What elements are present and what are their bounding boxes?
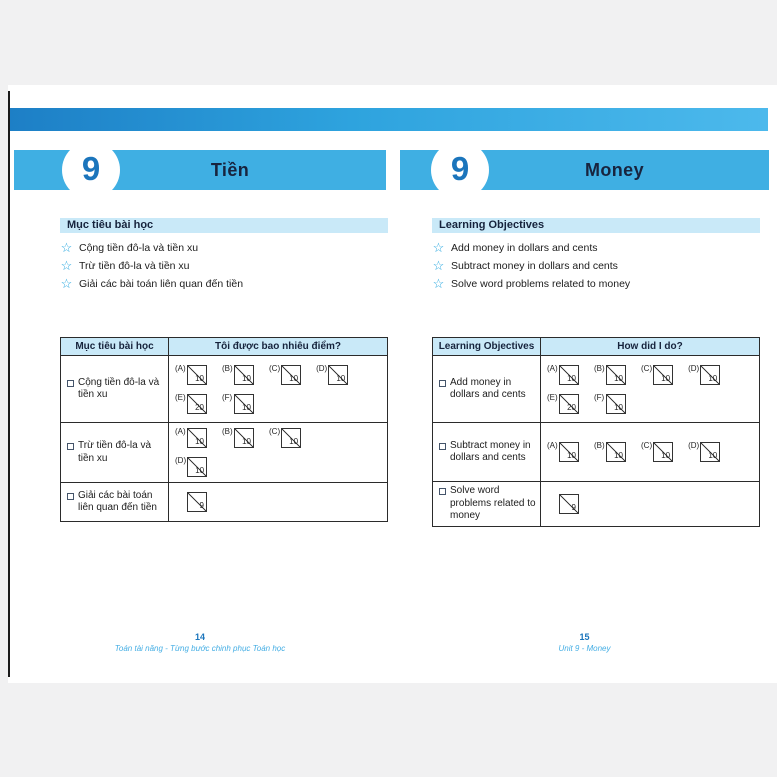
score-max-value: 10 xyxy=(567,373,576,383)
objective-text: Subtract money in dollars and cents xyxy=(451,259,618,272)
score-fraction-box xyxy=(234,428,254,448)
score-box xyxy=(547,494,579,514)
score-max-value: 10 xyxy=(708,451,718,460)
page-content xyxy=(432,218,760,521)
score-letter: (D) xyxy=(688,363,700,373)
row-label-inner xyxy=(67,490,164,515)
score-max-value: 10 xyxy=(614,451,623,460)
objective-item xyxy=(432,277,760,290)
score-letter: (B) xyxy=(594,441,605,450)
score-box xyxy=(222,428,254,448)
page-right xyxy=(392,85,777,683)
score-box xyxy=(269,365,301,385)
score-box xyxy=(688,365,720,385)
unit-header-band xyxy=(14,150,386,190)
score-fraction-box xyxy=(606,365,626,385)
score-max-value: 10 xyxy=(242,437,251,446)
score-letter: (A) xyxy=(175,427,186,436)
score-box xyxy=(641,442,673,462)
score-fraction-box xyxy=(187,394,207,414)
unit-title: Money xyxy=(584,160,644,180)
objective-text: Cộng tiền đô-la và tiền xu xyxy=(79,241,199,254)
score-line xyxy=(175,428,381,448)
row-label-cell xyxy=(61,483,169,521)
score-box xyxy=(547,394,579,414)
unit-number: 9 xyxy=(450,150,470,187)
score-fraction-box xyxy=(559,394,579,414)
score-max-value: 10 xyxy=(614,373,623,383)
row-label-cell xyxy=(61,356,169,422)
score-letter: (D) xyxy=(316,363,328,373)
score-max-value: 10 xyxy=(195,466,205,475)
score-box xyxy=(175,492,207,512)
page-footer xyxy=(392,632,777,653)
score-fraction-box xyxy=(187,365,207,385)
score-fraction-box xyxy=(187,457,207,477)
score-max-value: 10 xyxy=(336,373,346,383)
score-fraction-box xyxy=(653,442,673,462)
score-fraction-box xyxy=(328,365,348,385)
star-icon: ☆ xyxy=(60,240,73,255)
square-bullet-icon xyxy=(67,443,74,450)
row-label: Trừ tiền đô-la và tiền xu xyxy=(78,440,152,464)
footer-caption: Toán tài năng - Từng bước chinh phục Toán học xyxy=(114,644,286,653)
score-line xyxy=(175,492,381,512)
row-label: Cộng tiền đô-la và tiền xu xyxy=(78,376,160,400)
score-letter: (E) xyxy=(175,392,186,402)
score-fraction-box xyxy=(559,442,579,462)
objectives-header: Mục tiêu bài học xyxy=(60,218,388,233)
score-fraction-box xyxy=(234,394,254,414)
score-max-value: 20 xyxy=(195,402,204,412)
score-letter: (D) xyxy=(688,441,700,450)
row-label-inner xyxy=(67,440,164,465)
square-bullet-icon xyxy=(67,380,74,387)
row-scores-cell xyxy=(541,423,759,481)
score-box xyxy=(269,428,301,448)
score-letter: (D) xyxy=(175,456,187,465)
square-bullet-icon xyxy=(439,488,446,495)
score-fraction-box xyxy=(653,365,673,385)
row-scores-cell xyxy=(541,482,759,526)
score-box xyxy=(175,394,207,414)
score-max-value: 10 xyxy=(242,373,251,383)
row-label-inner xyxy=(439,440,536,465)
page-number: 15 xyxy=(579,632,590,642)
table-col1-header: Learning Objectives xyxy=(433,338,541,355)
score-box xyxy=(594,394,626,414)
score-table-row xyxy=(433,355,759,422)
score-letter: (A) xyxy=(547,441,558,450)
score-max-value: 10 xyxy=(614,402,623,412)
score-fraction-box xyxy=(281,365,301,385)
score-table xyxy=(432,337,760,527)
score-line xyxy=(175,457,381,477)
table-col2-header: Tôi được bao nhiêu điểm? xyxy=(214,341,342,352)
score-letter: (B) xyxy=(222,427,233,436)
table-col2-header: How did I do? xyxy=(617,341,683,352)
square-bullet-icon xyxy=(439,443,446,450)
score-line xyxy=(175,365,381,385)
unit-title: Tiền xyxy=(210,160,250,180)
square-bullet-icon xyxy=(67,493,74,500)
score-box xyxy=(175,365,207,385)
star-icon: ☆ xyxy=(432,240,445,255)
objective-item xyxy=(432,259,760,272)
row-label-inner xyxy=(67,377,164,402)
score-max-value: 10 xyxy=(661,451,671,460)
page-content xyxy=(60,218,388,513)
score-table-row xyxy=(61,422,387,482)
score-table-row xyxy=(61,482,387,521)
score-max-value: 10 xyxy=(708,373,718,383)
objective-text: Solve word problems related to money xyxy=(451,277,631,290)
score-letter: (B) xyxy=(222,363,233,373)
row-label-inner xyxy=(439,377,536,402)
row-scores-cell xyxy=(169,423,387,482)
score-max-value: 10 xyxy=(289,373,299,383)
row-label: Giải các bài toán liên quan đến tiền xyxy=(78,489,157,513)
score-fraction-box xyxy=(700,365,720,385)
score-table-body xyxy=(61,355,387,521)
objective-item xyxy=(60,277,388,290)
objectives-list xyxy=(60,241,388,290)
score-max-value: 10 xyxy=(195,437,204,446)
score-letter: (A) xyxy=(547,363,558,373)
objective-item xyxy=(432,241,760,254)
unit-header-band xyxy=(400,150,769,190)
score-max-value: 9 xyxy=(199,501,204,510)
page-footer xyxy=(8,632,392,653)
table-col1-header: Mục tiêu bài học xyxy=(61,338,169,355)
score-box xyxy=(641,365,673,385)
star-icon: ☆ xyxy=(60,258,73,273)
row-scores-cell xyxy=(169,483,387,521)
unit-number: 9 xyxy=(81,150,101,187)
objective-text: Add money in dollars and cents xyxy=(451,241,598,254)
score-box xyxy=(594,365,626,385)
page-left xyxy=(8,85,392,683)
footer-caption: Unit 9 - Money xyxy=(558,644,611,653)
score-table-row xyxy=(433,481,759,526)
score-fraction-box xyxy=(187,428,207,448)
score-letter: (C) xyxy=(641,363,653,373)
score-max-value: 10 xyxy=(242,402,251,412)
score-table-row xyxy=(433,422,759,481)
score-fraction-box xyxy=(559,365,579,385)
score-max-value: 9 xyxy=(571,502,576,512)
score-fraction-box xyxy=(700,442,720,462)
row-scores-cell xyxy=(541,356,759,422)
score-letter: (C) xyxy=(641,441,653,450)
row-label: Solve word problems related to money xyxy=(450,485,536,521)
score-fraction-box xyxy=(606,394,626,414)
score-fraction-box xyxy=(606,442,626,462)
score-line xyxy=(547,494,753,514)
score-box xyxy=(688,442,720,462)
score-max-value: 10 xyxy=(289,437,299,446)
score-fraction-box xyxy=(234,365,254,385)
row-label-cell xyxy=(61,423,169,482)
score-letter: (F) xyxy=(222,392,233,402)
star-icon: ☆ xyxy=(60,276,73,291)
row-label-cell xyxy=(433,423,541,481)
score-letter: (A) xyxy=(175,363,186,373)
objective-text: Giải các bài toán liên quan đến tiền xyxy=(79,277,244,290)
score-line xyxy=(547,442,753,462)
score-box xyxy=(175,428,207,448)
score-box xyxy=(222,394,254,414)
row-scores-cell xyxy=(169,356,387,422)
objective-text: Trừ tiền đô-la và tiền xu xyxy=(79,259,190,272)
page-number: 14 xyxy=(194,632,205,642)
score-fraction-box xyxy=(187,492,207,512)
score-fraction-box xyxy=(281,428,301,448)
square-bullet-icon xyxy=(439,380,446,387)
score-line xyxy=(547,365,753,385)
score-box xyxy=(594,442,626,462)
score-box xyxy=(222,365,254,385)
score-box xyxy=(547,442,579,462)
book-pages xyxy=(8,85,777,683)
objectives-list xyxy=(432,241,760,290)
objective-item xyxy=(60,241,388,254)
score-table-row xyxy=(61,355,387,422)
star-icon: ☆ xyxy=(432,258,445,273)
row-label: Add money in dollars and cents xyxy=(450,376,526,400)
row-label-cell xyxy=(433,356,541,422)
score-table-header xyxy=(61,338,387,355)
score-table xyxy=(60,337,388,522)
score-table-body xyxy=(433,355,759,526)
objectives-header: Learning Objectives xyxy=(432,218,760,233)
score-letter: (C) xyxy=(269,427,281,436)
score-letter: (C) xyxy=(269,363,281,373)
star-icon: ☆ xyxy=(432,276,445,291)
score-letter: (B) xyxy=(594,363,605,373)
objective-item xyxy=(60,259,388,272)
score-letter: (E) xyxy=(547,392,558,402)
score-letter: (F) xyxy=(594,392,605,402)
score-max-value: 10 xyxy=(567,451,576,460)
score-max-value: 20 xyxy=(567,402,576,412)
score-line xyxy=(547,394,753,414)
score-max-value: 10 xyxy=(661,373,671,383)
row-label-cell xyxy=(433,482,541,526)
score-box xyxy=(175,457,207,477)
row-label-inner xyxy=(439,485,536,523)
score-fraction-box xyxy=(559,494,579,514)
score-box xyxy=(316,365,348,385)
score-box xyxy=(547,365,579,385)
score-table-header xyxy=(433,338,759,355)
score-line xyxy=(175,394,381,414)
row-label: Subtract money in dollars and cents xyxy=(450,439,531,463)
score-max-value: 10 xyxy=(195,373,204,383)
